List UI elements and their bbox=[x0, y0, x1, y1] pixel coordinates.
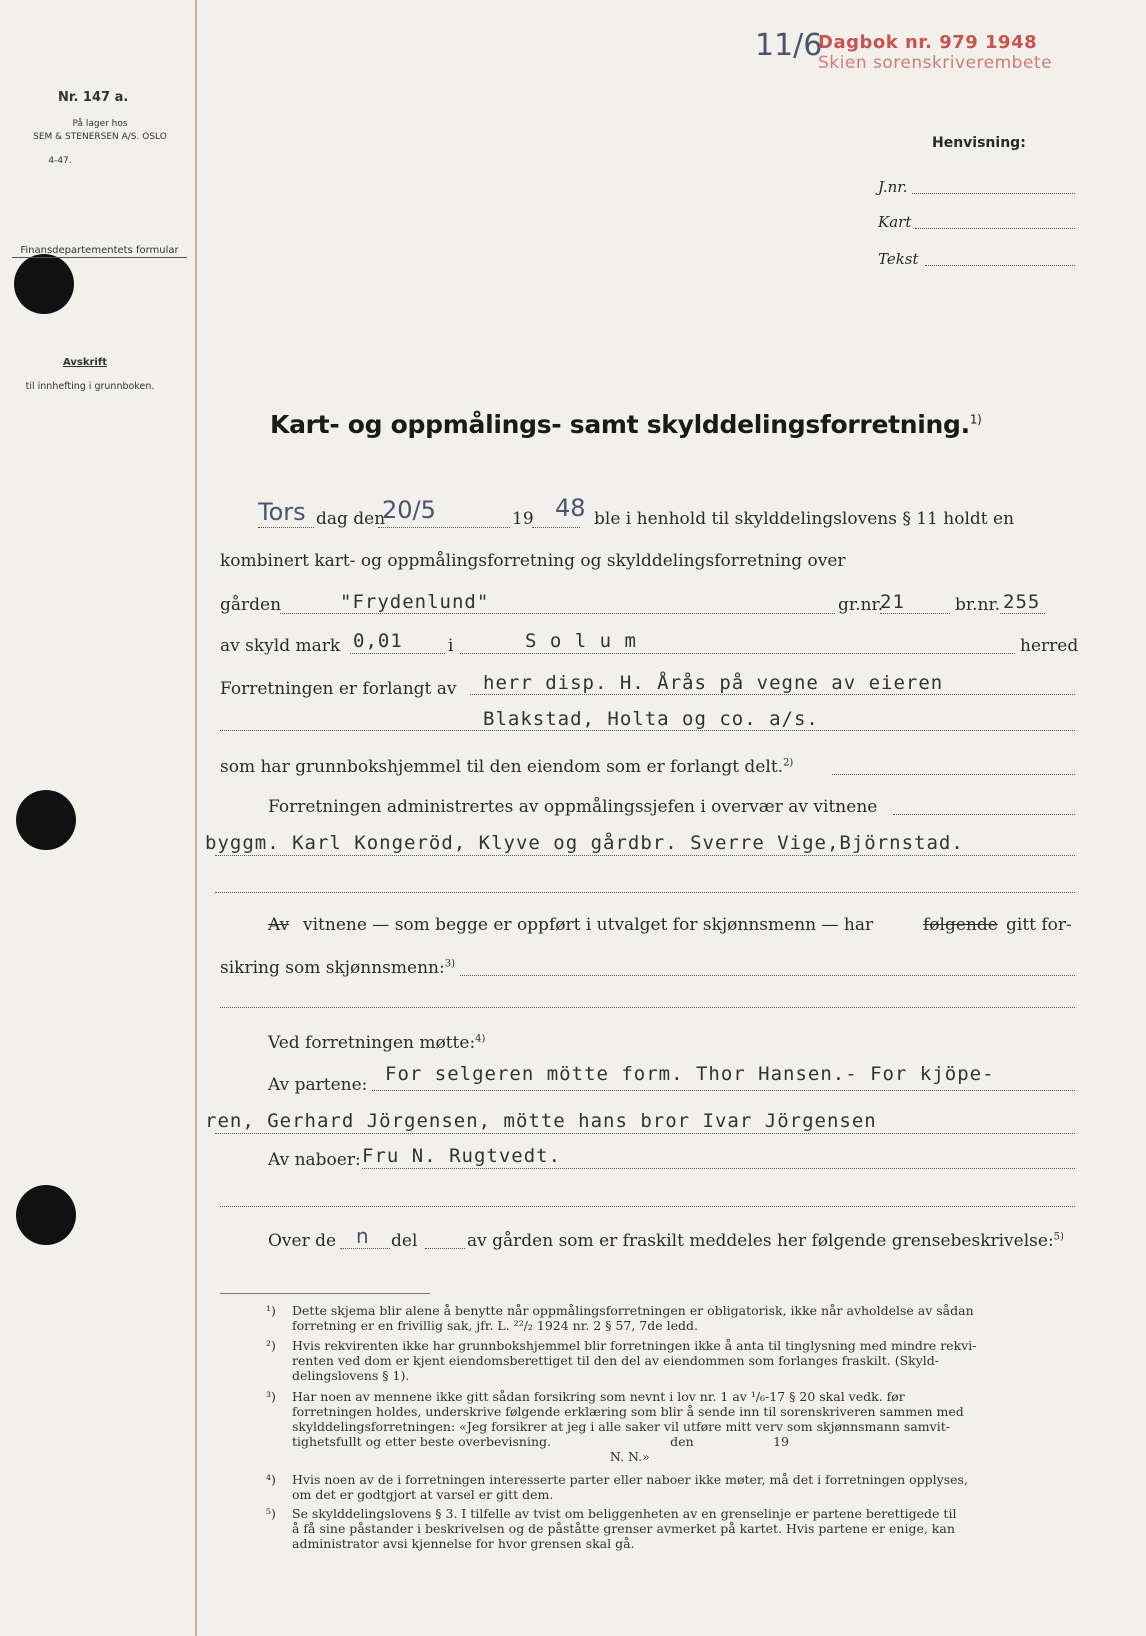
motte-note: 4) bbox=[475, 1033, 486, 1045]
herred-value: S o l u m bbox=[525, 630, 637, 652]
intro-line: kombinert kart- og oppmålingsforretning og skylddelingsforretning over bbox=[220, 551, 846, 571]
form-owner: Finansdepartementets formular bbox=[12, 244, 187, 258]
footnote-3-line-4: tighetsfullt og etter beste overbevisning. den 19 bbox=[292, 1434, 790, 1449]
footnote-3-line-2: forretningen holdes, underskrive følgende erklæring som blir å sende inn til sorenskriveren sammen med bbox=[292, 1404, 964, 1419]
footnote-5-line-1: Se skylddelingslovens § 3. I tilfelle av tvist om beliggenheten av en grenselinje er partene berettigede til bbox=[292, 1506, 957, 1521]
requested-value-1: herr disp. H. Årås på vegne av eieren bbox=[483, 672, 944, 694]
title-note: 1) bbox=[969, 412, 982, 427]
footnote-2 bbox=[266, 1338, 977, 1383]
date-handwritten: 20/5 bbox=[382, 496, 436, 524]
journal-number: Dagbok nr. 979 1948 bbox=[818, 32, 1038, 53]
reference-jnr-label: J.nr. bbox=[878, 178, 908, 196]
partene-line-2 bbox=[215, 1133, 1075, 1134]
naboer-value: Fru N. Rugtvedt. bbox=[362, 1145, 562, 1167]
office-name: Skien sorenskriverembete bbox=[818, 53, 1053, 73]
av-struck-text: Av bbox=[268, 915, 290, 935]
punch-hole bbox=[16, 1185, 76, 1245]
punch-hole bbox=[16, 790, 76, 850]
over-dots-1 bbox=[340, 1248, 390, 1249]
year-prefix: 19 bbox=[512, 509, 534, 529]
margin-rule bbox=[195, 0, 197, 1636]
farm-line bbox=[280, 613, 835, 614]
publisher-name: SEM & STENERSEN A/S. OSLO bbox=[33, 132, 167, 142]
requested-line-2 bbox=[220, 730, 1075, 731]
sikring-dots bbox=[460, 975, 1075, 976]
footnote-3-line-5: N. N.» bbox=[292, 1449, 650, 1464]
grunnbok-line bbox=[220, 757, 793, 777]
garden-label: gården bbox=[220, 595, 282, 615]
sikring-line bbox=[220, 958, 455, 978]
punch-hole bbox=[14, 254, 74, 314]
requested-label: Forretningen er forlangt av bbox=[220, 679, 457, 699]
witnesses-value: byggm. Karl Kongeröd, Klyve og gårdbr. Sverre Vige,Björnstad. bbox=[205, 832, 964, 854]
over-handwritten: n bbox=[356, 1224, 369, 1248]
grnr-line bbox=[880, 613, 950, 614]
copy-heading: Avskrift bbox=[63, 357, 107, 368]
day-line bbox=[258, 527, 314, 528]
over-de-label: Over de bbox=[268, 1231, 337, 1251]
dag-den-label: dag den bbox=[316, 509, 386, 529]
admin-line: Forretningen administrertes av oppmålingssjefen i overvær av vitnene bbox=[268, 797, 878, 817]
farm-name: "Frydenlund" bbox=[340, 591, 490, 613]
jnr-line bbox=[912, 193, 1075, 194]
title-text: Kart- og oppmålings- samt skylddelingsforretning. bbox=[270, 410, 970, 439]
footnote-2-line-3: delingslovens § 1). bbox=[292, 1368, 410, 1383]
reference-tekst-label: Tekst bbox=[878, 250, 919, 268]
form-number: Nr. 147 a. bbox=[58, 90, 129, 105]
footnote-4-line-1: Hvis noen av de i forretningen interesserte parter eller naboer ikke møter, må det i forretningen opplyses, bbox=[292, 1472, 968, 1487]
grnr-label: gr.nr. bbox=[838, 595, 884, 615]
day-handwritten: Tors bbox=[258, 498, 306, 526]
footnote-4 bbox=[266, 1472, 968, 1502]
over-rest-text: av gården som er fraskilt meddeles her følgende grensebeskrivelse: bbox=[467, 1231, 1054, 1251]
partene-label: Av partene: bbox=[268, 1075, 368, 1095]
page-title bbox=[270, 410, 982, 439]
witnesses-line-2 bbox=[215, 892, 1075, 893]
gitt-for: gitt for- bbox=[1006, 915, 1072, 935]
brnr-line bbox=[1000, 613, 1045, 614]
footnote-5 bbox=[266, 1506, 957, 1551]
av-struck bbox=[268, 915, 289, 935]
over-note: 5) bbox=[1053, 1231, 1064, 1243]
herred-line bbox=[460, 653, 1015, 654]
motte-text: Ved forretningen møtte: bbox=[268, 1033, 476, 1053]
sikring-note: 3) bbox=[444, 958, 455, 970]
grunnbok-dots bbox=[832, 774, 1075, 775]
date-line bbox=[378, 527, 510, 528]
tekst-line bbox=[925, 265, 1075, 266]
naboer-line-2 bbox=[220, 1206, 1075, 1207]
footnote-2-num: ²) bbox=[266, 1338, 276, 1353]
footnote-rule bbox=[220, 1293, 430, 1294]
grnr-value: 21 bbox=[880, 591, 905, 613]
footnote-5-line-2: å få sine påstander i beskrivelsen og de påståtte grenser avmerket på kartet. Hvis partene er enige, kan bbox=[292, 1521, 955, 1536]
footnote-3-num: ³) bbox=[266, 1389, 276, 1404]
footnote-1-num: ¹) bbox=[266, 1303, 276, 1318]
witnesses-line-1 bbox=[215, 855, 1075, 856]
journal-stamp bbox=[818, 32, 1052, 73]
skyld-value: 0,01 bbox=[353, 630, 403, 652]
skyld-line bbox=[350, 653, 445, 654]
footnote-5-line-3: administrator avsi kjennelse for hvor grensen skal gå. bbox=[292, 1536, 635, 1551]
footnote-1 bbox=[266, 1303, 974, 1333]
sikring-text: sikring som skjønnsmenn: bbox=[220, 958, 445, 978]
folgende-text: følgende bbox=[923, 915, 998, 935]
year-handwritten: 48 bbox=[555, 494, 586, 522]
footnote-2-line-1: Hvis rekvirenten ikke har grunnbokshjemmel blir forretningen ikke å anta til tinglysning med mindre rekvi- bbox=[292, 1338, 977, 1353]
herred-label: herred bbox=[1020, 636, 1079, 656]
grunnbok-text: som har grunnbokshjemmel til den eiendom som er forlangt delt. bbox=[220, 757, 784, 777]
over-rest bbox=[467, 1231, 1064, 1251]
over-dots-2 bbox=[425, 1248, 465, 1249]
folgende-struck bbox=[923, 915, 998, 935]
naboer-line-1 bbox=[362, 1168, 1075, 1169]
sikring-line-2 bbox=[220, 1007, 1075, 1008]
requested-line-1 bbox=[470, 694, 1075, 695]
footnote-4-line-2: om det er godtgjort at varsel er gitt dem. bbox=[292, 1487, 554, 1502]
footnote-1-line-1: Dette skjema blir alene å benytte når oppmålingsforretningen er obligatorisk, ikke når avholdelse av sådan bbox=[292, 1303, 974, 1318]
partene-value-1: For selgeren mötte form. Thor Hansen.- For kjöpe- bbox=[385, 1063, 995, 1085]
grunnbok-note: 2) bbox=[783, 757, 794, 769]
copy-note: til innhefting i grunnboken. bbox=[25, 381, 155, 392]
skyld-label: av skyld mark bbox=[220, 636, 341, 656]
i-label: i bbox=[448, 636, 454, 656]
brnr-value: 255 bbox=[1003, 591, 1041, 613]
footnote-5-num: ⁵) bbox=[266, 1506, 276, 1521]
kart-line bbox=[915, 228, 1075, 229]
reference-kart-label: Kart bbox=[878, 213, 912, 231]
footnote-3 bbox=[266, 1389, 964, 1464]
year-line bbox=[532, 527, 580, 528]
footnote-3-line-1: Har noen av mennene ikke gitt sådan forsikring som nevnt i lov nr. 1 av ¹/₆-17 § 20 skal vedk. før bbox=[292, 1389, 905, 1404]
motte-line bbox=[268, 1033, 485, 1053]
requested-value-2: Blakstad, Holta og co. a/s. bbox=[483, 708, 819, 730]
partene-line-1 bbox=[372, 1090, 1075, 1091]
footnote-3-line-3: skylddelingsforretningen: «Jeg forsikrer at jeg i alle saker vil utføre mitt verv som skjønnsmann samvit- bbox=[292, 1419, 950, 1434]
brnr-label: br.nr. bbox=[955, 595, 1001, 615]
publisher-line: På lager hos bbox=[72, 119, 128, 129]
footnote-1-line-2: forretning er en frivillig sak, jfr. L. ²²/₂ 1924 nr. 2 § 57, 7de ledd. bbox=[292, 1318, 698, 1333]
line1-rest: ble i henhold til skylddelingslovens § 11 holdt en bbox=[594, 509, 1015, 529]
edition: 4-47. bbox=[48, 156, 72, 166]
partene-value-2: ren, Gerhard Jörgensen, mötte hans bror Ivar Jörgensen bbox=[205, 1110, 877, 1132]
del-word: del bbox=[391, 1231, 418, 1251]
handwritten-date: 11/6 bbox=[755, 28, 823, 63]
naboer-label: Av naboer: bbox=[268, 1150, 361, 1170]
reference-heading: Henvisning: bbox=[932, 135, 1026, 151]
footnote-4-num: ⁴) bbox=[266, 1472, 276, 1487]
vitnene-line: vitnene — som begge er oppført i utvalget for skjønnsmenn — har bbox=[303, 915, 874, 935]
admin-dots bbox=[893, 814, 1075, 815]
footnote-2-line-2: renten ved dom er kjent eiendomsberettiget til den del av eiendommen som forlanges fraskilt. (Skyld- bbox=[292, 1353, 940, 1368]
